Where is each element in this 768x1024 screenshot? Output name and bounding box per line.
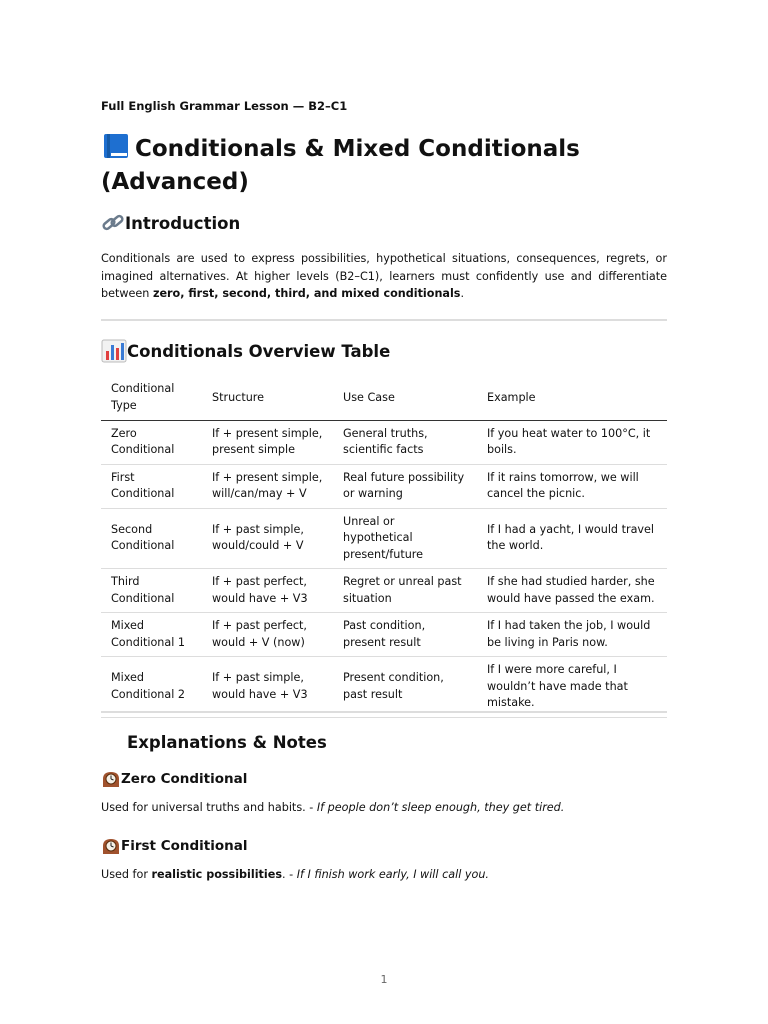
table-cell: General truths, scientific facts: [343, 426, 428, 456]
table-cell: If I had taken the job, I would be living in Paris now.: [487, 619, 651, 649]
table-cell: If + past simple, would/could + V: [212, 522, 304, 553]
table-cell: If it rains tomorrow, we will cancel the picnic.: [487, 470, 639, 500]
table-cell: First Conditional: [111, 470, 175, 500]
divider: [101, 319, 667, 321]
table-cell: If + past perfect, would have + V3: [212, 575, 308, 605]
table-row: [101, 569, 667, 613]
book-icon: [101, 133, 131, 159]
table-cell: If + past perfect, would + V (now): [212, 619, 307, 649]
table-cell: Present condition, past result: [343, 671, 444, 701]
first-conditional-text: [101, 868, 489, 881]
overview-heading: [101, 339, 390, 363]
table-cell: If I had a yacht, I would travel the world.: [487, 522, 655, 553]
divider: [101, 711, 667, 713]
introduction-heading: [101, 212, 240, 234]
table-cell: If you heat water to 100°C, it boils.: [487, 426, 651, 456]
column-header-type: Conditional Type: [111, 382, 175, 412]
header-label: Full English Grammar Lesson — B2–C1: [101, 99, 348, 113]
introduction-heading-text: Introduction: [125, 213, 241, 233]
first-conditional-heading-text: First Conditional: [121, 838, 248, 854]
introduction-bold-text: zero, first, second, third, and mixed conditionals: [152, 287, 461, 300]
table-cell: Second Conditional: [111, 522, 175, 553]
introduction-text: Conditionals are used to express possibilities, hypothetical situations, consequences, regrets, or imagined alternatives. At higher levels (B2–C1), learners must confidently use and differentiate between: [101, 252, 667, 300]
table-cell: If she had studied harder, she would have passed the exam.: [487, 575, 655, 605]
table-cell: Past condition, present result: [343, 619, 426, 649]
zero-conditional-heading-text: Zero Conditional: [121, 771, 248, 787]
table-row: [101, 464, 667, 508]
mantelpiece-clock-icon: [101, 770, 121, 788]
table-cell: If + present simple, will/can/may + V: [212, 470, 323, 500]
zero-conditional-description: Used for universal truths and habits. -: [101, 801, 317, 814]
table-cell: Third Conditional: [111, 575, 175, 605]
first-conditional-heading: [101, 837, 247, 855]
overview-heading-text: Conditionals Overview Table: [127, 341, 391, 361]
table-cell: Unreal or hypothetical present/future: [343, 514, 424, 561]
mantelpiece-clock-icon: [101, 837, 121, 855]
table-cell: If + present simple, present simple: [212, 426, 323, 456]
table-cell: Zero Conditional: [111, 426, 175, 456]
zero-conditional-text: [101, 801, 564, 814]
table-cell: If I were more careful, I wouldn’t have made that mistake.: [487, 663, 628, 709]
explanations-heading: Explanations & Notes: [127, 733, 327, 752]
table-row: [101, 508, 667, 569]
zero-conditional-example: If people don’t sleep enough, they get tired.: [316, 801, 565, 814]
first-conditional-description: Used for: [101, 868, 152, 881]
introduction-end: .: [460, 287, 465, 300]
table-cell: If + past simple, would have + V3: [212, 671, 308, 701]
column-header-example: Example: [487, 390, 536, 404]
table-cell: Real future possibility or warning: [343, 470, 465, 500]
table-cell: Mixed Conditional 2: [111, 671, 186, 701]
page-title-text: Conditionals & Mixed Conditionals (Advanced): [101, 136, 580, 195]
introduction-paragraph: [101, 250, 667, 303]
first-conditional-separator: . -: [281, 868, 297, 881]
page-number: 1: [380, 973, 388, 986]
bar-chart-icon: [101, 339, 127, 363]
conditionals-table: [101, 376, 667, 718]
page-title: [101, 133, 667, 199]
first-conditional-bold-text: realistic possibilities: [151, 868, 282, 881]
table-cell: Mixed Conditional 1: [111, 619, 186, 649]
table-row: [101, 420, 667, 464]
table-row: [101, 613, 667, 657]
column-header-use-case: Use Case: [343, 390, 395, 404]
table-cell: Regret or unreal past situation: [343, 575, 462, 605]
first-conditional-example: If I finish work early, I will call you.: [296, 868, 489, 881]
link-icon: [101, 212, 125, 234]
table-header-row: [101, 376, 667, 420]
column-header-structure: Structure: [212, 390, 265, 404]
zero-conditional-heading: [101, 770, 247, 788]
table-row: [101, 657, 667, 718]
